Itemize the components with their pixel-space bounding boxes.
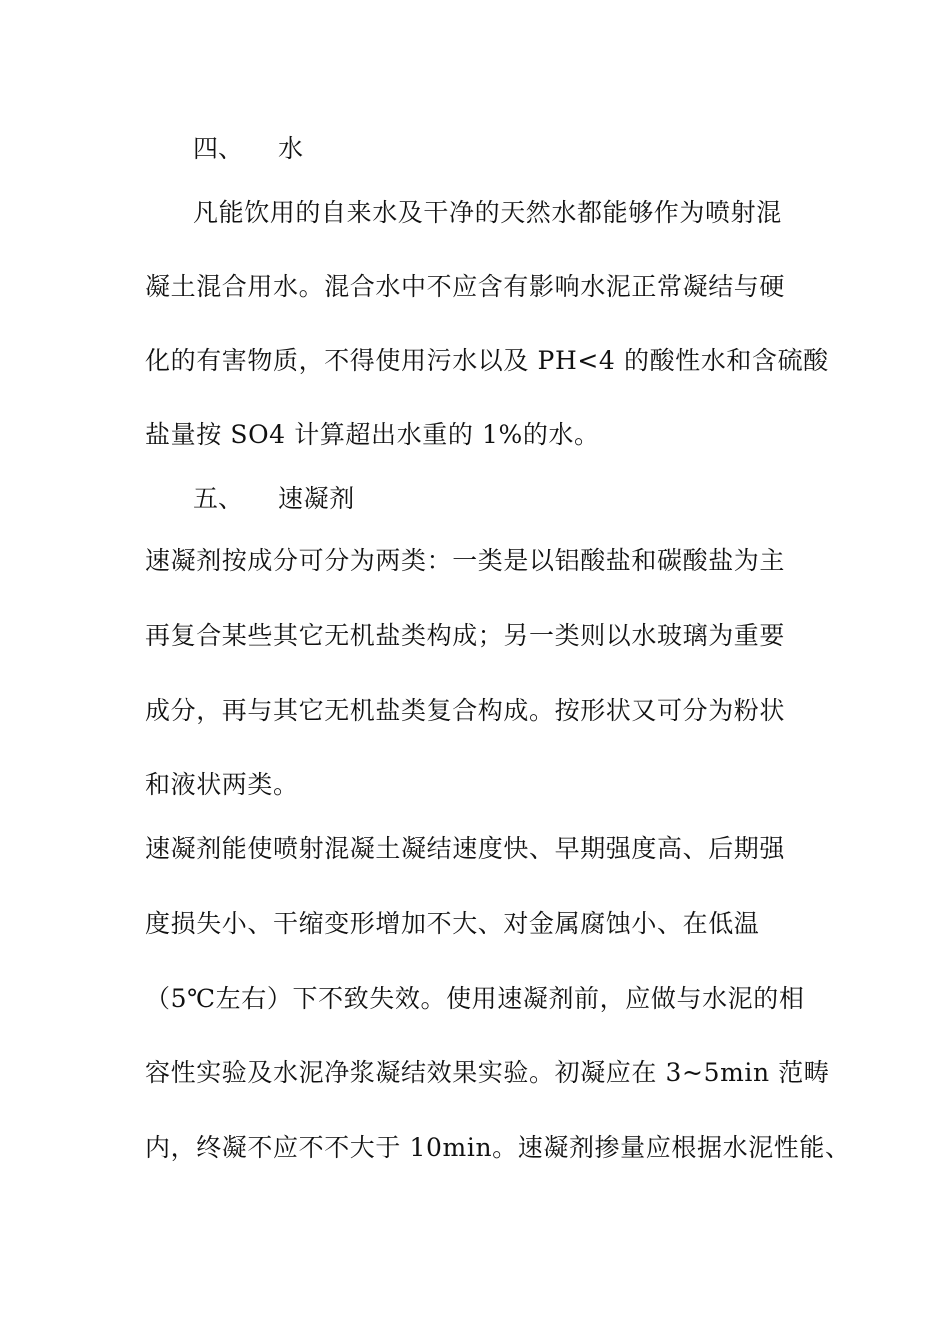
accelerator-p1-line-1: 速凝剂按成分可分为两类：一类是以铝酸盐和碳酸盐为主 xyxy=(145,546,786,575)
section-number-water: 四、 xyxy=(193,134,244,163)
section-title-accelerator: 速凝剂 xyxy=(278,484,355,513)
accelerator-p2-line-2: 度损失小、干缩变形增加不大、对金属腐蚀小、在低温 xyxy=(145,909,760,938)
accelerator-p1-line-4: 和液状两类。 xyxy=(145,770,299,799)
accelerator-p2-line-1: 速凝剂能使喷射混凝土凝结速度快、早期强度高、后期强 xyxy=(145,834,786,863)
section-number-accelerator: 五、 xyxy=(193,484,244,513)
water-line-2: 凝土混合用水。混合水中不应含有影响水泥正常凝结与硬 xyxy=(145,272,786,301)
accelerator-p2-line-3: （5℃左右）下不致失效。使用速凝剂前，应做与水泥的相 xyxy=(145,984,805,1013)
accelerator-p1-line-2: 再复合某些其它无机盐类构成；另一类则以水玻璃为重要 xyxy=(145,621,786,650)
accelerator-p2-line-5: 内，终凝不应不不大于 10min。速凝剂掺量应根据水泥性能、 xyxy=(145,1133,851,1162)
accelerator-p2-line-4: 容性实验及水泥净浆凝结效果实验。初凝应在 3~5min 范畴 xyxy=(145,1058,830,1087)
section-title-water: 水 xyxy=(278,134,304,163)
water-line-3: 化的有害物质，不得使用污水以及 PH<4 的酸性水和含硫酸 xyxy=(145,346,829,375)
water-line-1: 凡能饮用的自来水及干净的天然水都能够作为喷射混 xyxy=(193,198,782,227)
water-line-4: 盐量按 SO4 计算超出水重的 1%的水。 xyxy=(145,420,600,449)
accelerator-p1-line-3: 成分，再与其它无机盐类复合构成。按形状又可分为粉状 xyxy=(145,696,786,725)
